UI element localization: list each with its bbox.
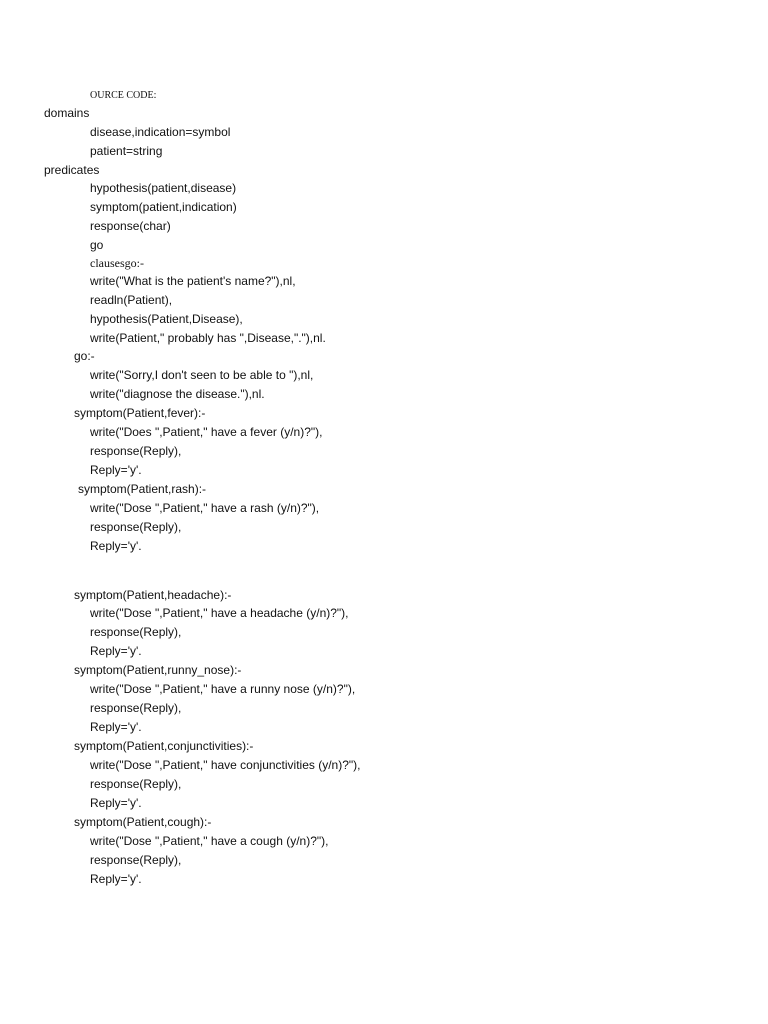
code-line: go	[90, 238, 104, 252]
code-line: readln(Patient),	[90, 293, 173, 307]
code-line: write("Sorry,I don't seen to be able to "),nl,	[90, 368, 314, 382]
code-line: symptom(Patient,headache):-	[74, 588, 232, 602]
code-line: Reply='y'.	[90, 539, 142, 553]
code-line: symptom(Patient,rash):-	[78, 482, 207, 496]
code-line: hypothesis(Patient,Disease),	[90, 312, 243, 326]
code-line: go:-	[74, 349, 95, 363]
code-line: response(char)	[90, 219, 171, 233]
code-line: patient=string	[90, 144, 163, 158]
code-line: symptom(patient,indication)	[90, 200, 237, 214]
code-line: response(Reply),	[90, 444, 182, 458]
code-line: response(Reply),	[90, 777, 182, 791]
code-line-predicates: predicates	[44, 163, 100, 177]
code-line: response(Reply),	[90, 853, 182, 867]
code-line-domains: domains	[44, 106, 90, 120]
code-line: hypothesis(patient,disease)	[90, 181, 237, 195]
code-line: Reply='y'.	[90, 796, 142, 810]
code-line: write("Dose ",Patient," have a headache (y/n)?"),	[90, 606, 349, 620]
code-line: Reply='y'.	[90, 644, 142, 658]
code-line-clauses: clausesgo:-	[90, 256, 144, 270]
code-line: Reply='y'.	[90, 720, 142, 734]
code-line: symptom(Patient,fever):-	[74, 406, 206, 420]
code-line: write("Dose ",Patient," have a runny nose (y/n)?"),	[90, 682, 356, 696]
code-line: disease,indication=symbol	[90, 125, 231, 139]
code-line: symptom(Patient,cough):-	[74, 815, 212, 829]
code-line: Reply='y'.	[90, 872, 142, 886]
code-line: write("diagnose the disease."),nl.	[90, 387, 265, 401]
source-code-heading: OURCE CODE:	[90, 90, 157, 101]
code-line: write("Does ",Patient," have a fever (y/n)?"),	[90, 425, 323, 439]
code-line: write("Dose ",Patient," have a cough (y/n)?"),	[90, 834, 329, 848]
code-line: response(Reply),	[90, 625, 182, 639]
code-line: response(Reply),	[90, 520, 182, 534]
code-line: response(Reply),	[90, 701, 182, 715]
code-line: write("Dose ",Patient," have a rash (y/n)?"),	[90, 501, 320, 515]
code-line: symptom(Patient,runny_nose):-	[74, 663, 242, 677]
code-line: write("Dose ",Patient," have conjunctivities (y/n)?"),	[90, 758, 361, 772]
code-line: Reply='y'.	[90, 463, 142, 477]
code-line: write("What is the patient's name?"),nl,	[90, 274, 296, 288]
code-line: write(Patient," probably has ",Disease,"."),nl.	[90, 331, 326, 345]
code-line: symptom(Patient,conjunctivities):-	[74, 739, 254, 753]
